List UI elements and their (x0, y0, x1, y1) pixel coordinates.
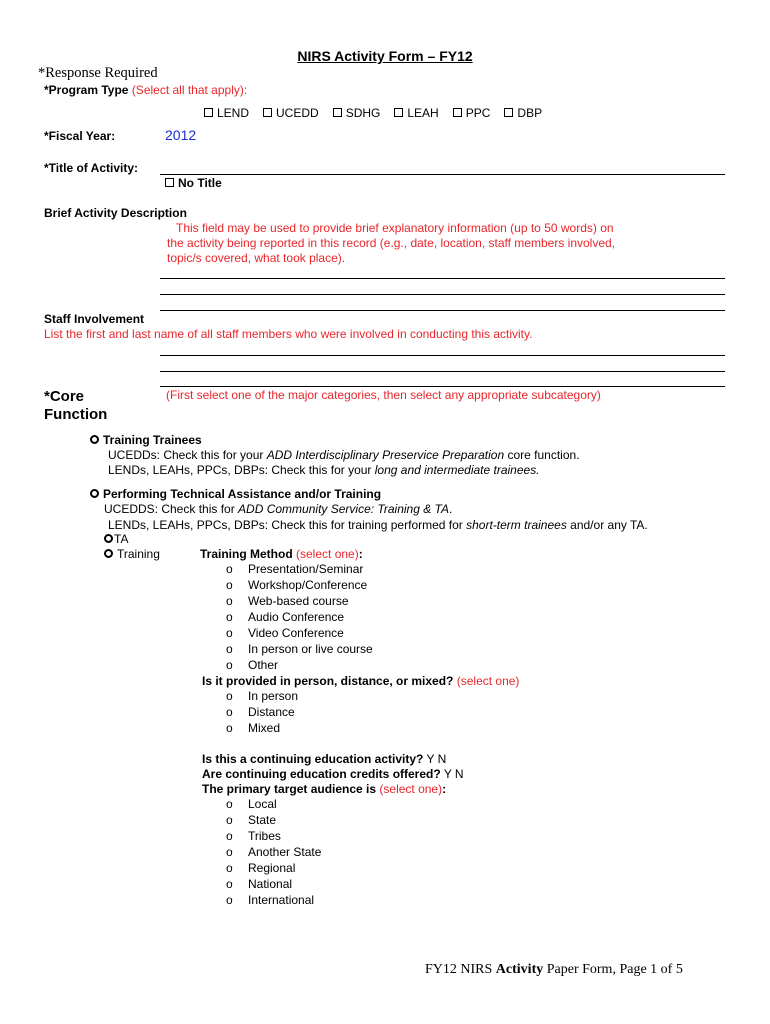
delivery-option[interactable]: o In person (226, 689, 299, 703)
ce-credits-yn[interactable]: Y N (443, 767, 464, 781)
technical-assistance-desc-2: LENDs, LEAHs, PPCs, DBPs: Check this for training performed for short-term trainees and/or any TA. (108, 518, 648, 532)
checkbox-icon (263, 108, 272, 117)
target-audience-label-row: The primary target audience is (select one): (202, 782, 447, 796)
training-method-label-row: Training Method (select one): (200, 547, 363, 561)
target-audience-option[interactable]: o Another State (226, 845, 322, 859)
delivery-label: Is it provided in person, distance, or mixed? (202, 674, 454, 688)
delivery-label-row (202, 674, 519, 688)
program-type-hint: (Select all that apply): (131, 83, 248, 97)
delivery-hint: (select one) (456, 674, 520, 688)
checkbox-lend[interactable]: LEND (204, 106, 249, 120)
core-function-hint: (First select one of the major categories, then select any appropriate subcategory) (166, 388, 601, 402)
program-type-label-row (44, 83, 247, 97)
checkbox-sdhg[interactable]: SDHG (333, 106, 381, 120)
target-audience-hint: (select one) (379, 782, 443, 796)
radio-ta[interactable]: TA (104, 532, 128, 546)
brief-description-label: Brief Activity Description (44, 206, 187, 220)
training-method-option[interactable]: o Other (226, 658, 279, 672)
target-audience-option[interactable]: o Regional (226, 861, 296, 875)
technical-assistance-desc-1: UCEDDS: Check this for ADD Community Service: Training & TA. (104, 502, 453, 516)
target-audience-options (200, 796, 321, 908)
fiscal-year-label: *Fiscal Year: (44, 129, 116, 143)
no-title-checkbox[interactable]: No Title (165, 176, 222, 190)
program-type-label: *Program Type (44, 83, 129, 97)
training-method-option[interactable]: o In person or live course (226, 642, 373, 656)
training-method-option[interactable]: o Workshop/Conference (226, 578, 368, 592)
ce-credits-row (202, 767, 464, 781)
checkbox-icon (453, 108, 462, 117)
staff-line-3[interactable] (160, 386, 725, 387)
staff-involvement-label: Staff Involvement (44, 312, 145, 326)
training-trainees-desc-1: UCEDDs: Check this for your ADD Interdisciplinary Preservice Preparation core function. (108, 448, 580, 462)
training-method-option[interactable]: o Audio Conference (226, 610, 345, 624)
checkbox-icon (504, 108, 513, 117)
description-line-3[interactable] (160, 310, 725, 311)
brief-description-help-2: the activity being reported in this record (e.g., date, location, staff members involved, (167, 236, 616, 250)
staff-line-2[interactable] (160, 371, 725, 372)
checkbox-icon (204, 108, 213, 117)
radio-icon (104, 549, 113, 558)
brief-description-help-3: topic/s covered, what took place). (167, 251, 346, 265)
target-audience-option[interactable]: o Tribes (226, 829, 281, 843)
description-line-1[interactable] (160, 278, 725, 279)
staff-line-1[interactable] (160, 355, 725, 356)
radio-icon (104, 534, 113, 543)
target-audience-option[interactable]: o State (226, 813, 277, 827)
checkbox-leah[interactable]: LEAH (394, 106, 438, 120)
fiscal-year-value[interactable]: 2012 (165, 127, 197, 143)
delivery-option[interactable]: o Mixed (226, 721, 281, 735)
training-method-option[interactable]: o Web-based course (226, 594, 349, 608)
core-function-label: *Core Function (44, 388, 108, 423)
continuing-ed-row (202, 752, 446, 766)
delivery-option[interactable]: o Distance (226, 705, 295, 719)
checkbox-ppc[interactable]: PPC (453, 106, 491, 120)
brief-description-help-1: This field may be used to provide brief explanatory information (up to 50 words) on (176, 221, 614, 235)
training-method-hint: (select one) (296, 547, 359, 561)
page-footer: FY12 NIRS Activity Paper Form, Page 1 of 5 (425, 962, 683, 977)
checkbox-ucedd[interactable]: UCEDD (263, 106, 319, 120)
program-type-options (204, 106, 556, 120)
radio-icon (90, 489, 99, 498)
checkbox-icon (333, 108, 342, 117)
target-audience-label: The primary target audience is (202, 782, 377, 796)
staff-involvement-help: List the first and last name of all staff members who were involved in conducting this activity. (44, 327, 533, 341)
training-method-label: Training Method (200, 547, 293, 561)
page-title: NIRS Activity Form – FY12 (297, 48, 473, 64)
ce-credits-label: Are continuing education credits offered? (202, 767, 441, 781)
title-of-activity-line[interactable] (160, 174, 725, 175)
training-method-option[interactable]: o Presentation/Seminar (226, 562, 364, 576)
radio-training[interactable]: Training (104, 547, 160, 561)
response-required-note: *Response Required (38, 65, 158, 81)
description-line-2[interactable] (160, 294, 725, 295)
training-trainees-desc-2: LENDs, LEAHs, PPCs, DBPs: Check this for your long and intermediate trainees. (108, 463, 540, 477)
training-method-options (200, 561, 373, 673)
training-method-option[interactable]: o Video Conference (226, 626, 344, 640)
checkbox-icon (394, 108, 403, 117)
title-of-activity-label: *Title of Activity: (44, 161, 139, 175)
target-audience-option[interactable]: o National (226, 877, 293, 891)
radio-training-trainees[interactable]: Training Trainees (90, 433, 202, 447)
continuing-ed-yn[interactable]: Y N (426, 752, 447, 766)
target-audience-option[interactable]: o International (226, 893, 315, 907)
continuing-ed-label: Is this a continuing education activity? (202, 752, 424, 766)
checkbox-dbp[interactable]: DBP (504, 106, 542, 120)
radio-icon (90, 435, 99, 444)
checkbox-icon (165, 178, 174, 187)
delivery-options (200, 688, 298, 736)
radio-technical-assistance[interactable]: Performing Technical Assistance and/or Training (90, 487, 381, 501)
target-audience-option[interactable]: o Local (226, 797, 277, 811)
